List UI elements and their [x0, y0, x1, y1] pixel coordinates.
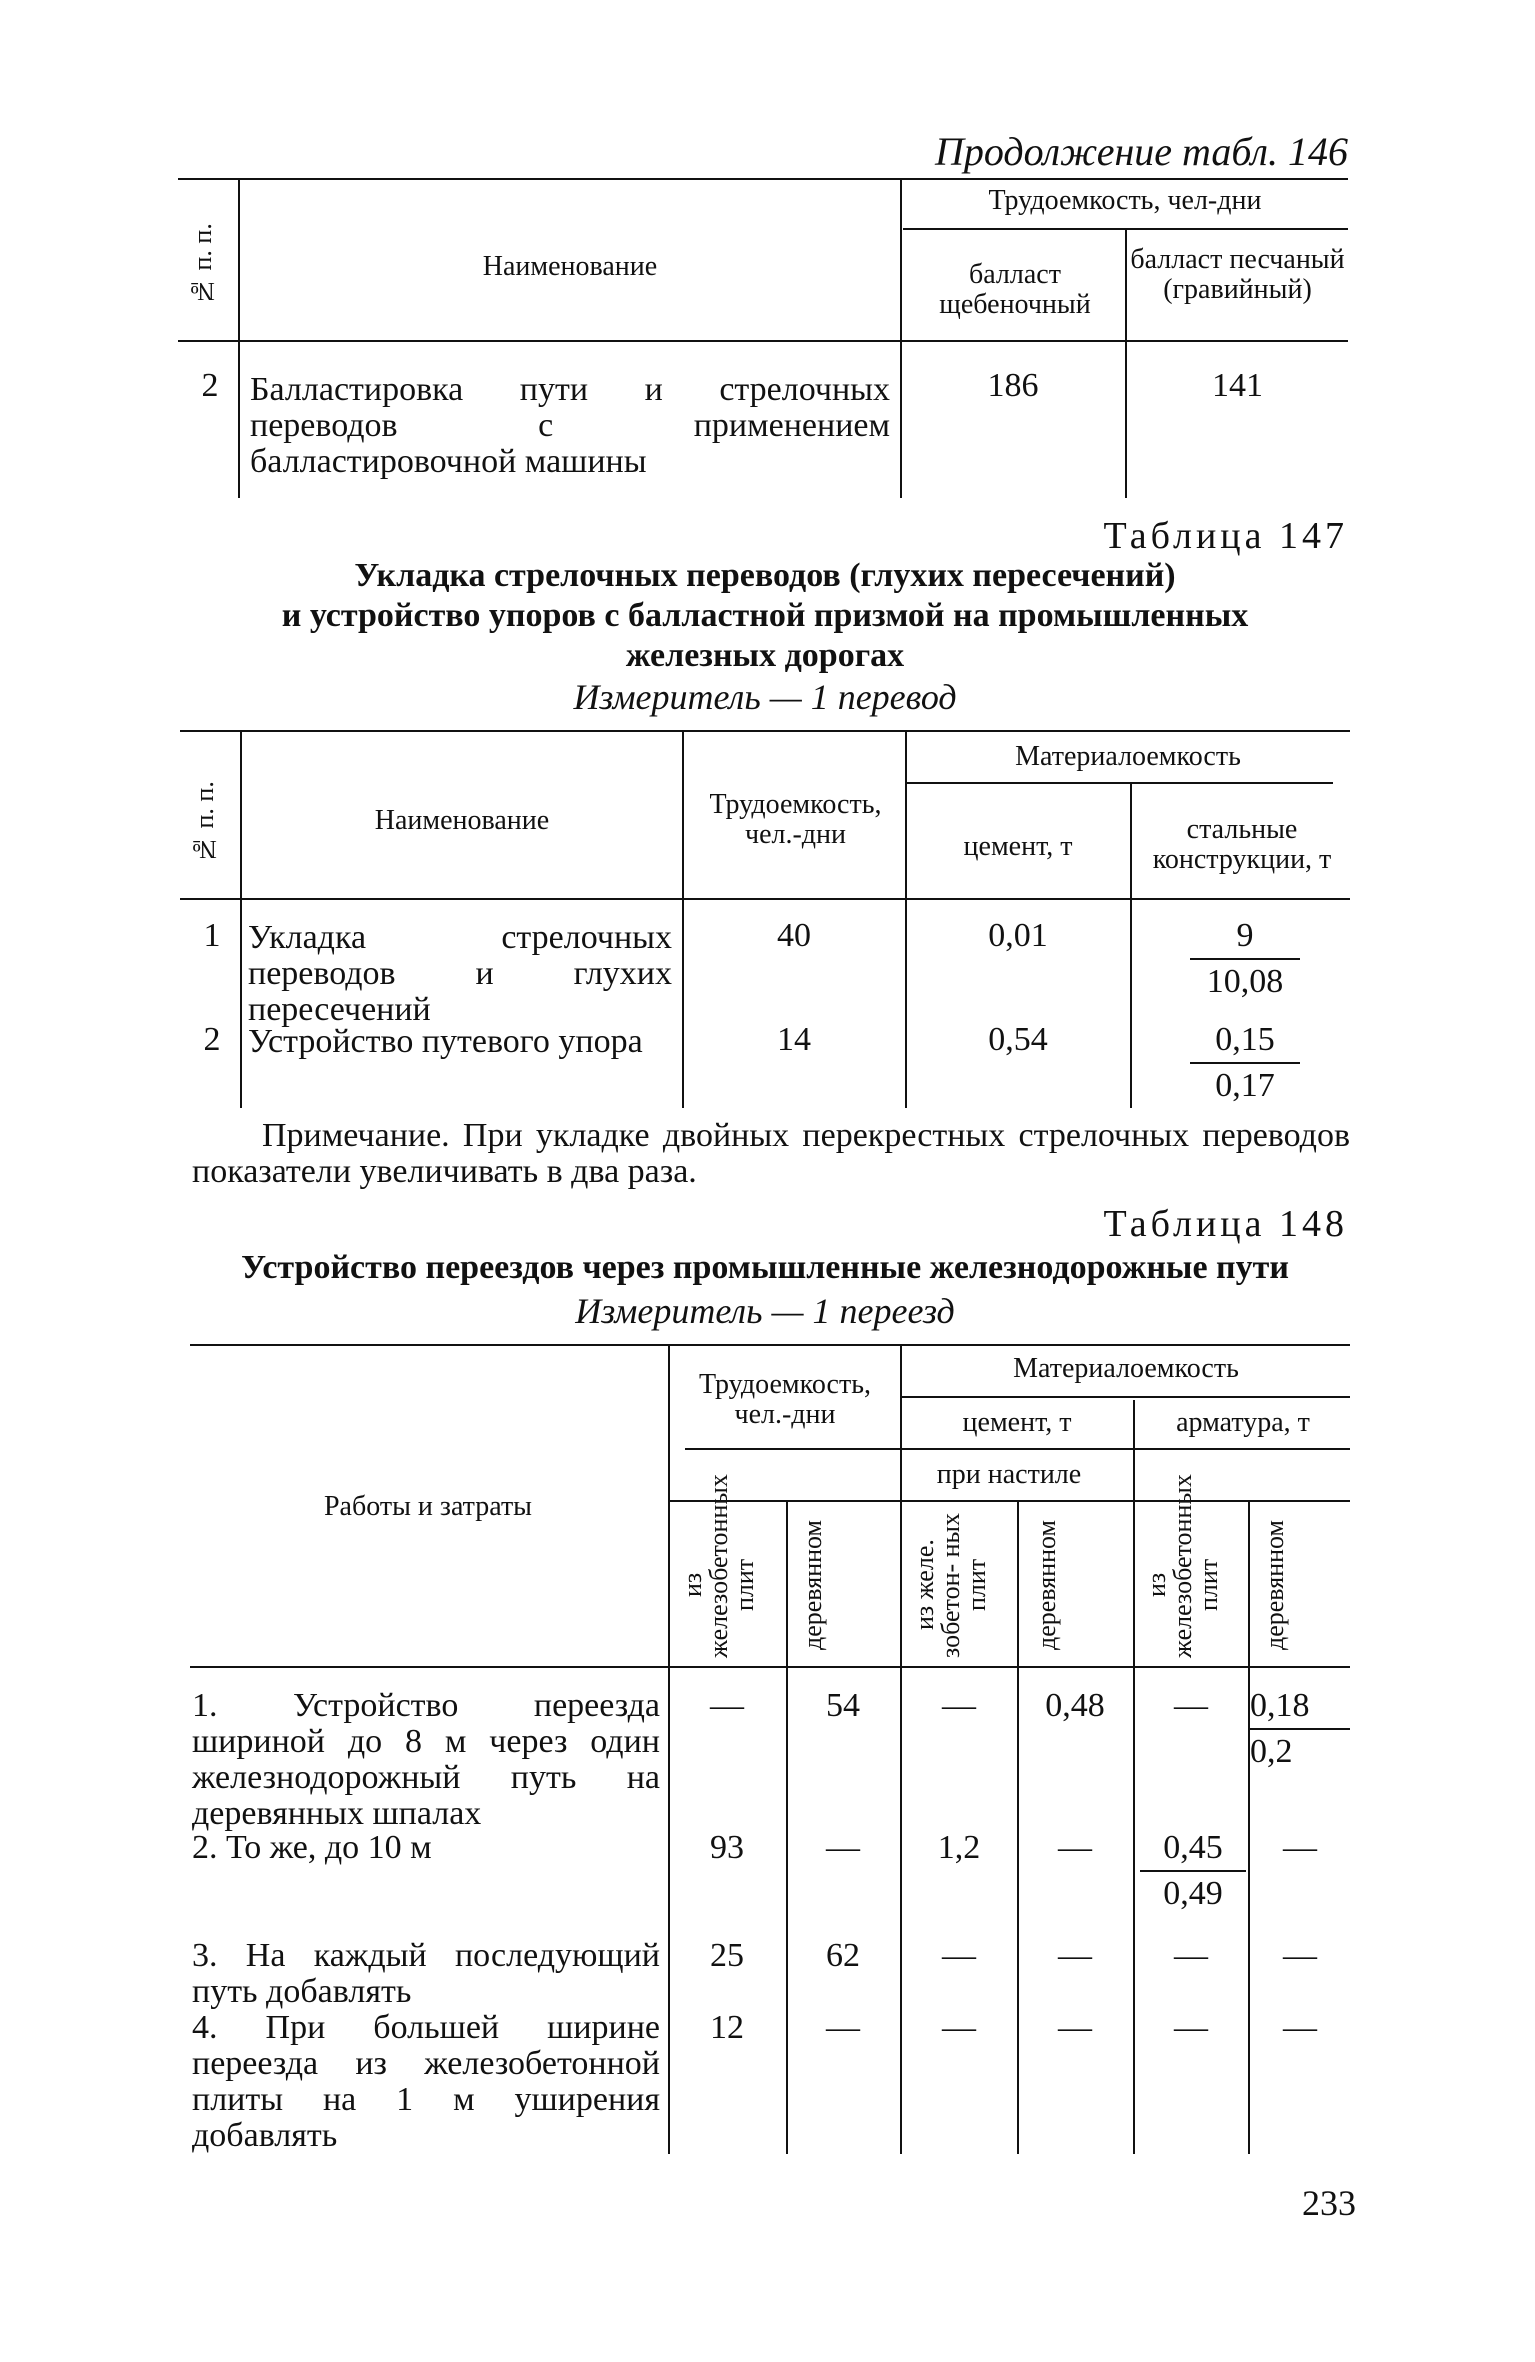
t148-sub-rule — [685, 1448, 1350, 1450]
t148-vline-a — [786, 1500, 788, 2154]
t148-row2-rebar-concrete — [1140, 1830, 1246, 1912]
t147-row1-steel-top: 9 — [1236, 917, 1254, 954]
t148-row3-cement-wood: — — [1058, 1937, 1092, 1974]
t147-measure: Измеритель — 1 перевод — [573, 677, 957, 717]
t147-row2-cement: 0,54 — [988, 1021, 1048, 1058]
t148-row1-rebar-wood-bottom: 0,2 — [1250, 1733, 1293, 1770]
t148-row1-rebar-wood-top: 0,18 — [1250, 1687, 1310, 1724]
t148-row2-rebar-concrete-bottom: 0,49 — [1163, 1875, 1223, 1912]
t147-row1-name: Укладка стрелочных переводов и глухих пересечений — [248, 919, 672, 1028]
t146-col-sand: балласт песчаный (гравийный) — [1130, 244, 1345, 305]
t148-sub-cement-wood: деревянном — [1032, 1520, 1061, 1650]
t147-row1-num: 1 — [203, 917, 221, 954]
t147-vline-1 — [240, 730, 242, 1108]
t146-vline-1 — [238, 178, 240, 498]
page-number: 233 — [1302, 2183, 1356, 2223]
t148-col-labor: Трудоемкость, чел.-дни — [699, 1369, 871, 1430]
t148-row2-name: 2. То же, до 10 м — [192, 1829, 432, 1866]
t147-label: Таблица 147 — [1103, 515, 1348, 557]
t148-row3-rebar-wood: — — [1283, 1937, 1317, 1974]
t148-title: Устройство переездов через промышленные железнодорожные пути — [241, 1249, 1289, 1286]
continuation-label: Продолжение табл. 146 — [934, 129, 1348, 174]
t148-row1-cement-concrete: — — [942, 1687, 976, 1724]
t147-title-line3: железных дорогах — [625, 637, 905, 674]
t148-row4-cement-concrete: — — [942, 2009, 976, 2046]
t148-sub-rebar-concrete: из железобетонных плит — [1142, 1474, 1223, 1658]
t148-row1-labor-concrete: — — [710, 1687, 744, 1724]
t148-row4-labor-wood: — — [826, 2009, 860, 2046]
t147-col-material: Материалоемкость — [1015, 741, 1241, 772]
t147-top-rule — [180, 730, 1350, 732]
t148-row4-cement-wood: — — [1058, 2009, 1092, 2046]
t148-sub-cement-concrete: из желе. зобетон- ных плит — [910, 1512, 991, 1658]
t147-row2-steel — [1190, 1022, 1300, 1104]
t148-row1-rebar-wood — [1250, 1688, 1350, 1770]
fraction-bar — [1250, 1728, 1350, 1730]
t147-col-steel: стальные конструкции, т — [1152, 814, 1332, 875]
t148-col-works: Работы и затраты — [323, 1491, 532, 1522]
t147-title-line2: и устройство упоров с балластной призмой на промышленных — [281, 597, 1249, 634]
t148-label: Таблица 148 — [1103, 1203, 1348, 1245]
t146-row-num: 2 — [201, 367, 219, 404]
t147-row1-cement: 0,01 — [988, 917, 1048, 954]
t147-sub-rule — [905, 782, 1333, 784]
t147-header-rule — [180, 898, 1350, 900]
t148-row4-rebar-concrete: — — [1174, 2009, 1208, 2046]
t148-col-rebar: арматура, т — [1176, 1407, 1310, 1438]
t148-mat-rule — [900, 1396, 1350, 1398]
t148-row1-name: 1. Устройство переезда шириной до 8 м через один железнодорожный путь на деревянных шпалах — [192, 1687, 660, 1832]
fraction-bar — [1140, 1870, 1246, 1872]
t146-row-name: Балластировка пути и стрелочных переводов с применением балластировочной машины — [250, 371, 890, 480]
t148-top-rule — [190, 1344, 1350, 1346]
t148-row4-labor-concrete: 12 — [710, 2009, 744, 2046]
t148-row3-labor-wood: 62 — [826, 1937, 860, 1974]
t146-row-gravel: 186 — [987, 367, 1039, 404]
t146-top-rule — [178, 178, 1348, 180]
t146-row-sand: 141 — [1212, 367, 1263, 404]
t147-row1-steel-bottom: 10,08 — [1206, 963, 1284, 1000]
t146-vline-3 — [1125, 228, 1127, 498]
t147-vline-4 — [1130, 782, 1132, 1108]
t148-col-material: Материалоемкость — [1013, 1353, 1239, 1384]
t148-col-deck: при настиле — [936, 1459, 1082, 1490]
fraction-bar — [1190, 958, 1300, 960]
t147-row2-name: Устройство путевого упора — [248, 1023, 643, 1060]
t147-row2-steel-bottom: 0,17 — [1215, 1067, 1275, 1104]
t147-row1-steel — [1190, 918, 1300, 1000]
t146-col-labor: Трудоемкость, чел-дни — [988, 185, 1262, 216]
t147-col-name: Наименование — [374, 805, 550, 836]
t147-col-labor: Трудоемкость, чел.-дни — [709, 789, 882, 850]
t146-col-num: № п. п. — [188, 223, 217, 307]
t148-vline-e — [1248, 1500, 1250, 2154]
t148-row4-rebar-wood: — — [1283, 2009, 1317, 2046]
t147-row2-num: 2 — [203, 1021, 221, 1058]
t148-row2-cement-concrete: 1,2 — [937, 1829, 981, 1866]
t148-sub-labor-wood: деревянном — [798, 1520, 827, 1650]
t148-row2-labor-concrete: 93 — [710, 1829, 744, 1866]
t148-sub-rebar-wood: деревянном — [1260, 1520, 1289, 1650]
t146-col-gravel: балласт щебеночный — [939, 259, 1091, 320]
t148-vline-c — [1017, 1500, 1019, 2154]
t147-row1-labor: 40 — [777, 917, 811, 954]
t148-row3-rebar-concrete: — — [1174, 1937, 1208, 1974]
t148-measure: Измеритель — 1 переезд — [575, 1291, 955, 1331]
t148-row1-cement-wood: 0,48 — [1045, 1687, 1105, 1724]
t148-row2-rebar-wood: — — [1283, 1829, 1317, 1866]
t148-row4-name: 4. При большей ширине переезда из железобетонной плиты на 1 м уширения добавлять — [192, 2009, 660, 2154]
t148-row3-labor-concrete: 25 — [710, 1937, 744, 1974]
t146-vline-2 — [900, 178, 902, 498]
t148-row2-labor-wood: — — [826, 1829, 860, 1866]
t147-row2-labor: 14 — [777, 1021, 811, 1058]
t146-header-rule — [178, 340, 1348, 342]
t148-row1-labor-wood: 54 — [826, 1687, 860, 1724]
t148-row2-rebar-concrete-top: 0,45 — [1163, 1829, 1223, 1866]
t148-sub-labor-concrete: из железобетонных плит — [678, 1474, 759, 1658]
t148-header-rule — [190, 1666, 1350, 1668]
t148-row2-cement-wood: — — [1058, 1829, 1092, 1866]
t148-row1-rebar-concrete: — — [1174, 1687, 1208, 1724]
t147-col-cement: цемент, т — [963, 831, 1073, 862]
fraction-bar — [1190, 1062, 1300, 1064]
t147-row2-steel-top: 0,15 — [1215, 1021, 1275, 1058]
t148-col-cement: цемент, т — [962, 1407, 1072, 1438]
t147-note: Примечание. При укладке двойных перекрестных стрелочных переводов показатели увеличивать в два раза. — [192, 1117, 1350, 1190]
t148-row3-cement-concrete: — — [942, 1937, 976, 1974]
t147-title-line1: Укладка стрелочных переводов (глухих пересечений) — [354, 557, 1176, 594]
t148-row3-name: 3. На каждый последующий путь добавлять — [192, 1937, 660, 2010]
t147-col-num: № п. п. — [190, 781, 219, 865]
t146-col-name: Наименование — [482, 251, 658, 282]
